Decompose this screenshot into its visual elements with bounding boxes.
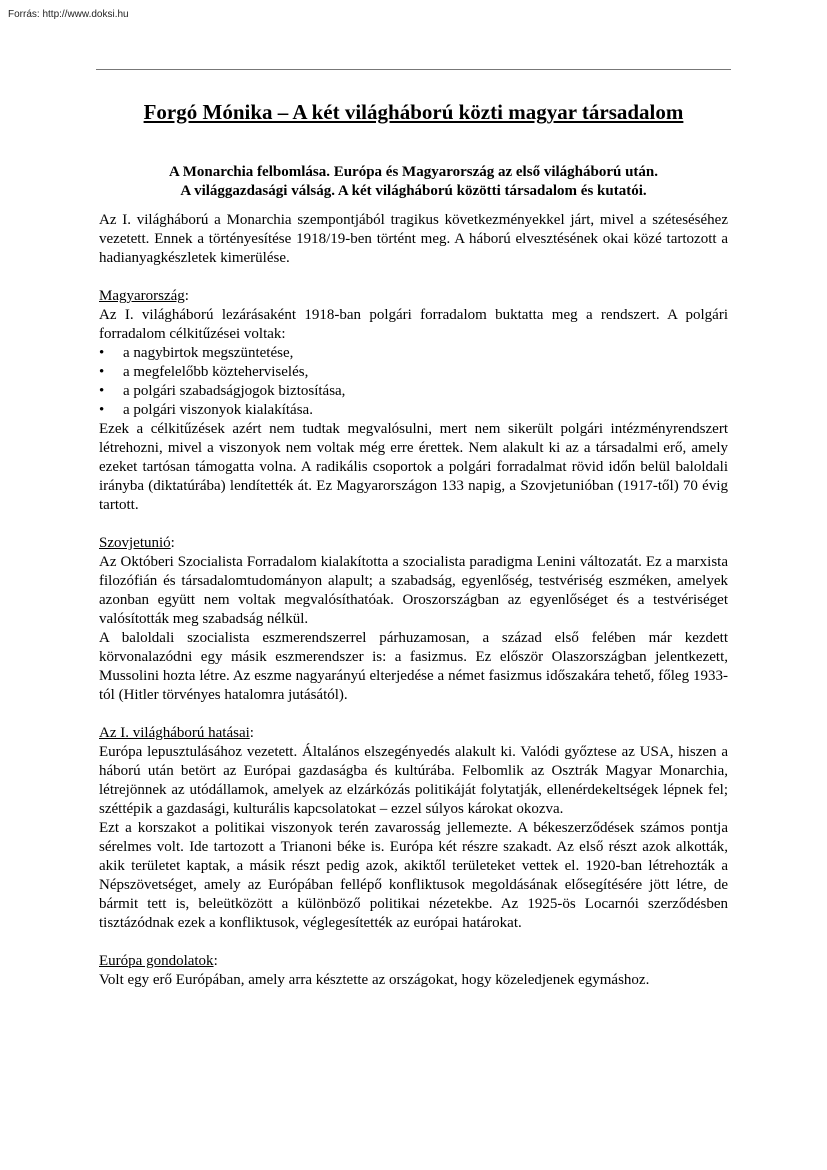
- hungary-paragraph-2: Ezek a célkitűzések azért nem tudtak megvalósulni, mert nem sikerült polgári intézményrendszert létrehozni, mivel a viszonyok nem voltak még erre érettek. Nem alakult ki az a társadalmi erő, amely ezeket tartósan támogatta volna. A radikális csoportok a polgári forradalmat rövid időn belül baloldali irányba (diktatúrába) lendítették át. Ez Magyarországon 133 napig, a Szovjetunióban (1917-től) 70 évig tartott.: [99, 421, 728, 513]
- subtitle-line-1: A Monarchia felbomlása. Európa és Magyarország az első világháború után.: [168, 164, 659, 180]
- spacer: [99, 515, 728, 534]
- effects-paragraph-2: Ezt a korszakot a politikai viszonyok terén zavarosság jellemezte. A békeszerződések számos pontja sérelmes volt. Ide tartozott a Trianoni béke is. Európa két részre szakadt. Az első részt azok alkották, akik területet kaptak, a másik részt pedig azok, akiktől területeket vettek el. 1920-ban létrehozták a Népszövetséget, amely az Európában fellépő konfliktusok megoldásának elősegítésére jött létre, de bármit tett is, beleütközött a különböző politikai nézetekbe. Az 1925-ös Locarnói szerződésben tisztázódnak ezek a konfliktusok, véglegesítették az európai határokat.: [99, 820, 728, 931]
- list-item: • a megfelelőbb közteherviselés,: [99, 364, 309, 380]
- hungary-paragraph-1: Az I. világháború lezárásaként 1918-ban polgári forradalom buktatta meg a rendszert. A polgári forradalom célkitűzései voltak:: [99, 307, 728, 342]
- list-item: • a polgári viszonyok kialakítása.: [99, 402, 313, 418]
- effects-paragraph-1: Európa lepusztulásához vezetett. Általános elszegényedés alakult ki. Valódi győztese az USA, hiszen a háború után betört az Európai gazdaságba és kultúrába. Felbomlik az Osztrák Magyar Monarchia, létrejönnek az utódállamok, amelyek az elzárkózás politikáját folytatják, ellenérdekeltségek lépnek fel; széttépik a gazdasági, kulturális kapcsolatokat – ezzel súlyos károkat okozva.: [99, 744, 728, 817]
- intro-paragraph: Az I. világháború a Monarchia szempontjából tragikus következményekkel járt, mivel a széteséséhez vezetett. Ennek a történyesítése 1918/19-ben történt meg. A háború elvesztésének okai közé tartozott a hadianyagkészletek kimerülése.: [99, 212, 728, 266]
- subtitle-line-2: A világgazdasági válság. A két világháború közötti társadalom és kutatói.: [180, 183, 647, 199]
- header-rule: [96, 69, 731, 70]
- bullet-icon: •: [99, 402, 105, 418]
- section-effects: Az I. világháború hatásai: Európa lepusztulásához vezetett. Általános elszegényedés alakult ki. Valódi győztese az USA, hiszen a háború után betört az Európai gazdaságba és kultúrába. Felbomlik az Osztrák Magyar Monarchia, létrejönnek az utódállamok, amelyek az elzárkózás politikáját folytatják, ellenérdekeltségek lépnek fel; széttépik a gazdasági, kulturális kapcsolatokat – ezzel súlyos károkat okozva. Ezt a korszakot a politikai viszonyok terén zavarosság jellemezte. A békeszerződések számos pontja sérelmes volt. Ide tartozott a Trianoni béke is. Európa két részre szakadt. Az első részt azok alkották, akik területet kaptak, a másik részt pedig azok, akiktől területeket vettek el. 1920-ban létrehozták a Népszövetséget, amely az Európában fellépő konfliktusok megoldásának elősegítésére jött létre, de bármit tett is, beleütközött a különböző politikai nézetekbe. Az 1925-ös Locarnói szerződésben tisztázódnak ezek a konfliktusok, véglegesítették az európai határokat.: [99, 725, 728, 931]
- section-soviet: Szovjetunió: Az Októberi Szocialista Forradalom kialakította a szocialista paradigma Lenini változatát. Ez a marxista filozófián és társadalomtudományon alapult; a szabadság, egyenlőség, testvériség eszméken, amelyek azonban együtt nem voltak megvalósíthatóak. Oroszországban az egyenlőséget és a testvériséget valósították meg szabadság nélkül. A baloldali szocialista eszmerendszerrel párhuzamosan, a század első felében már kezdett körvonalazódni egy másik eszmerendszer is: a fasizmus. Ez először Olaszországban jelentkezett, Mussolini hozta létre. Az eszme nagyarányú elterjedése a német fasizmus időszakára tehető, főleg 1933-tól (Hitler törvényes hatalomra jutásától).: [99, 535, 728, 703]
- bullet-icon: •: [99, 364, 105, 380]
- section-europe: Európa gondolatok: Volt egy erő Európában, amely arra késztette az országokat, hogy közeledjenek egymáshoz.: [99, 952, 728, 990]
- spacer: [99, 268, 728, 287]
- bullet-icon: •: [99, 383, 105, 399]
- section-heading-europe: Európa gondolatok: [99, 953, 214, 969]
- section-hungary: Magyarország: Az I. világháború lezárásaként 1918-ban polgári forradalom buktatta meg a rendszert. A polgári forradalom célkitűzései voltak: • a nagybirtok megszüntetése, • a megfelelőbb közteherviselés, • a polgári szabadságjogok biztosítása, • a polgári viszonyok kialakítása. Ezek a célkitűzések azért nem tudtak megvalósulni, mert nem sikerült polgári intézményrendszert létrehozni, mivel a viszonyok nem voltak még erre érettek. Nem alakult ki az a társadalmi erő, amely ezeket tartósan támogatta volna. A radikális csoportok a polgári forradalmat rövid időn belül baloldali irányba (diktatúrába) lendítették át. Ez Magyarországon 133 napig, a Szovjetunióban (1917-től) 70 évig tartott.: [99, 288, 728, 513]
- source-label: Forrás: http://www.doksi.hu: [8, 9, 129, 20]
- section-heading-hungary: Magyarország: [99, 288, 185, 304]
- hungary-goals-list: [99, 344, 728, 420]
- document-body: [99, 211, 728, 990]
- bullet-icon: •: [99, 345, 105, 361]
- document-subtitle: [96, 163, 731, 201]
- section-heading-soviet: Szovjetunió: [99, 535, 171, 551]
- section-heading-effects: Az I. világháború hatásai: [99, 725, 250, 741]
- spacer: [99, 933, 728, 952]
- list-item: • a polgári szabadságjogok biztosítása,: [99, 383, 346, 399]
- list-item: • a nagybirtok megszüntetése,: [99, 345, 294, 361]
- spacer: [99, 705, 728, 724]
- soviet-paragraph-2: A baloldali szocialista eszmerendszerrel párhuzamosan, a század első felében már kezdett körvonalazódni egy másik eszmerendszer is: a fasizmus. Ez először Olaszországban jelentkezett, Mussolini hozta létre. Az eszme nagyarányú elterjedése a német fasizmus időszakára tehető, főleg 1933-tól (Hitler törvényes hatalomra jutásától).: [99, 630, 728, 703]
- europe-paragraph-1: Volt egy erő Európában, amely arra késztette az országokat, hogy közeledjenek egymáshoz.: [99, 972, 650, 988]
- soviet-paragraph-1: Az Októberi Szocialista Forradalom kialakította a szocialista paradigma Lenini változatát. Ez a marxista filozófián és társadalomtudományon alapult; a szabadság, egyenlőség, testvériség eszméken, amelyek azonban együtt nem voltak megvalósíthatóak. Oroszországban az egyenlőséget és a testvériséget valósították meg szabadság nélkül.: [99, 554, 728, 627]
- document-title: Forgó Mónika – A két világháború közti magyar társadalom: [143, 100, 684, 124]
